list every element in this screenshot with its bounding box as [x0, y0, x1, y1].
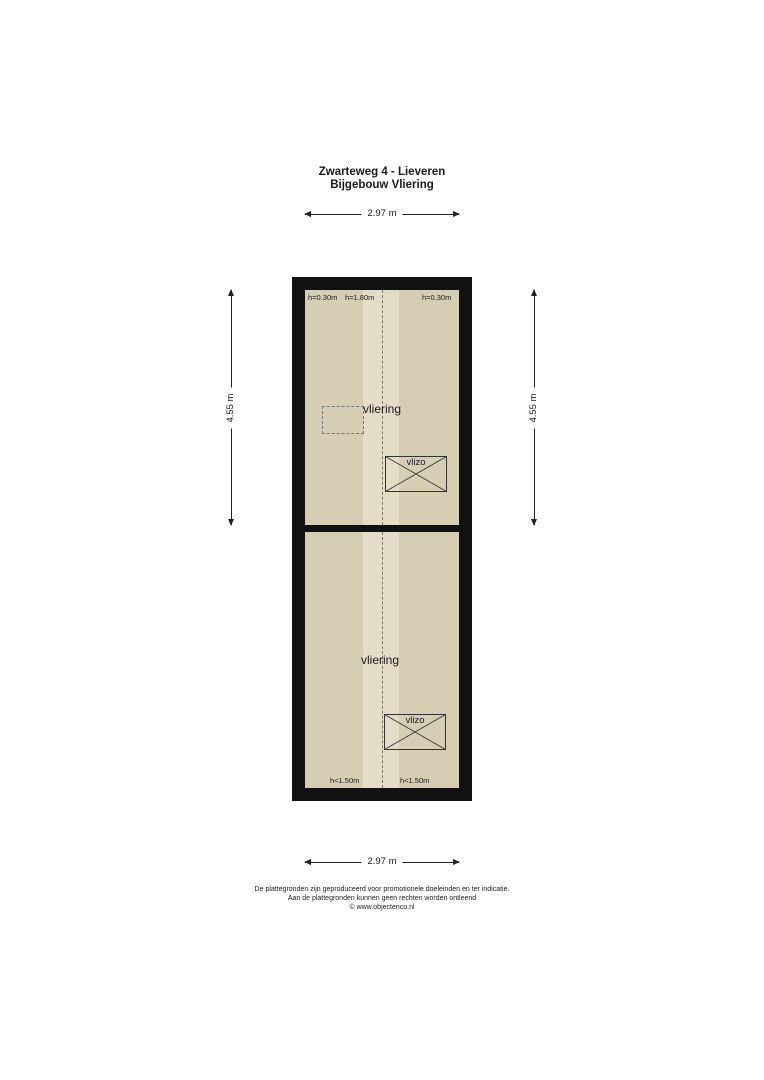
disclaimer-line-1: De plattegronden zijn geproduceerd voor promotionele doeleinden en ter indicatie. [254, 886, 510, 893]
arrow-down-icon [228, 519, 234, 526]
upper-vlizo-label: vlizo [406, 457, 426, 468]
bottom-width-dimension [305, 856, 459, 868]
arrow-down-icon [531, 519, 537, 526]
lower-height-left: h<1.50m [330, 776, 360, 785]
arrow-up-icon [531, 289, 537, 296]
lower-room [305, 532, 459, 788]
arrow-left-icon [304, 211, 311, 217]
right-height-label: 4.55 m [528, 387, 540, 428]
upper-room-label: vliering [363, 402, 402, 416]
upper-height-right: h=0.30m [422, 293, 452, 302]
arrow-left-icon [304, 859, 311, 865]
title-subtitle: Bijgebouw Vliering [330, 179, 434, 191]
disclaimer-line-2: Aan de plattegronden kunnen geen rechten worden ontleend [287, 895, 477, 902]
upper-vlizo-hatch [385, 456, 447, 492]
top-width-label: 2.97 m [361, 208, 402, 220]
lower-room-label: vliering [361, 653, 400, 667]
disclaimer [0, 885, 764, 912]
right-height-dimension [528, 290, 540, 525]
lower-height-right: h<1.50m [400, 776, 430, 785]
lower-vlizo-label: vlizo [405, 715, 425, 726]
left-height-dimension [225, 290, 237, 525]
title-address: Zwarteweg 4 - Lieveren [318, 166, 446, 178]
upper-room [305, 290, 459, 525]
roof-window-outline [322, 406, 364, 434]
lower-vlizo-hatch [384, 714, 446, 750]
arrow-up-icon [228, 289, 234, 296]
top-width-dimension [305, 208, 459, 220]
plan-title [0, 166, 764, 192]
arrow-right-icon [453, 211, 460, 217]
building-walls [292, 277, 472, 801]
upper-height-left: h=0.30m [308, 293, 338, 302]
upper-height-center: h=1.80m [345, 293, 375, 302]
copyright-line: © www.objectenco.nl [349, 904, 415, 911]
arrow-right-icon [453, 859, 460, 865]
bottom-width-label: 2.97 m [361, 856, 402, 868]
left-height-label: 4.55 m [225, 387, 237, 428]
